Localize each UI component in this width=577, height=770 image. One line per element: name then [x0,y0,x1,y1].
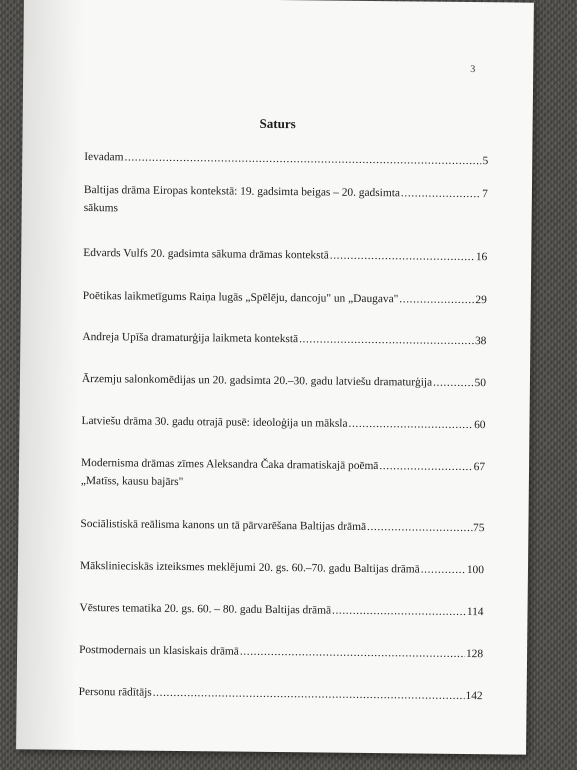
toc-entry-page: 114 [466,606,484,619]
toc-leader-dots [240,643,465,663]
toc-entry-page: 38 [474,335,487,348]
toc-leader-dots [421,561,466,579]
toc-entry-title: Postmodernais un klasiskais drāmā [79,643,239,658]
toc-entry-page: 75 [472,522,485,535]
toc-entry-title: Sociālistiskā reālisma kanons un tā pārvarēšana Baltijas drāmā [80,517,367,533]
toc-entry-page: 67 [473,461,486,474]
toc-entry-title: Ārzemju salonkomēdijas un 20. gadsimta 20.–30. gadu latviešu dramaturģija [81,372,433,389]
toc-entry-page: 100 [466,564,485,577]
toc-leader-dots [153,684,465,705]
toc-entry [79,641,483,663]
toc-entry [82,328,486,350]
toc-entry-continuation: „Matīss, kausu bajārs" [80,474,184,489]
toc-leader-dots [401,184,481,203]
toc-entry-title: Edvards Vulfs 20. gadsimta sākuma drāmas kontekstā [83,246,329,262]
toc-leader-dots [367,518,472,537]
toc-entry-title: Personu rādītājs [78,685,152,699]
toc-entry [80,515,484,537]
toc-leader-dots [399,290,474,309]
toc-leader-dots [124,148,481,170]
toc-entry [79,599,483,621]
page-number: 3 [470,64,476,76]
toc-entry-title: Poētikas laikmetīgums Raiņa lugās „Spēlēju, dancoju" un „Daugava" [82,289,399,306]
page-title: Saturs [259,115,296,132]
toc-entry-title: Andreja Upīša dramaturģija laikmeta kontekstā [82,330,299,346]
toc-leader-dots [299,330,474,350]
toc-entry-title: Ievadam [84,150,124,164]
toc-leader-dots [348,415,473,434]
toc-entry [83,244,487,266]
toc-entry [84,181,488,221]
toc-entry [84,148,488,170]
toc-entry-continuation: sākums [83,201,118,215]
toc-entry-title: Modernisma drāmas zīmes Aleksandra Čaka dramatiskajā poēmā [81,456,379,473]
toc-leader-dots [433,374,474,392]
toc-entry-page: 5 [482,155,489,168]
toc-entry-page: 128 [465,648,484,661]
toc-entry-page: 50 [474,377,486,390]
toc-entry [79,683,483,705]
toc-entry-title: Latviešu drāma 30. gadu otrajā pusē: ideoloģija un māksla [81,414,348,430]
book-page [16,0,534,755]
toc-leader-dots [330,247,475,267]
toc-leader-dots [332,602,466,621]
toc-entry [81,454,485,494]
toc-entry [81,412,485,434]
toc-entry-title: Vēstures tematika 20. gs. 60. – 80. gadu Baltijas drāmā [79,601,332,617]
toc-entry-page: 60 [474,419,486,432]
toc-leader-dots [379,457,472,476]
toc-entry-page: 29 [475,294,487,307]
toc-entry [80,557,484,579]
toc-entry-title: Baltijas drāma Eiropas kontekstā: 19. gadsimta beigas – 20. gadsimta [83,183,401,200]
toc-entry [83,287,487,309]
toc-entry-title: Mākslinieciskās izteiksmes meklējumi 20. gs. 60.–70. gadu Baltijas drāmā [79,559,420,576]
toc-entry-page: 7 [482,188,488,201]
toc-entry-page: 142 [465,690,483,703]
table-of-contents [78,148,489,703]
toc-entry-page: 16 [475,251,488,264]
toc-entry [82,370,486,392]
